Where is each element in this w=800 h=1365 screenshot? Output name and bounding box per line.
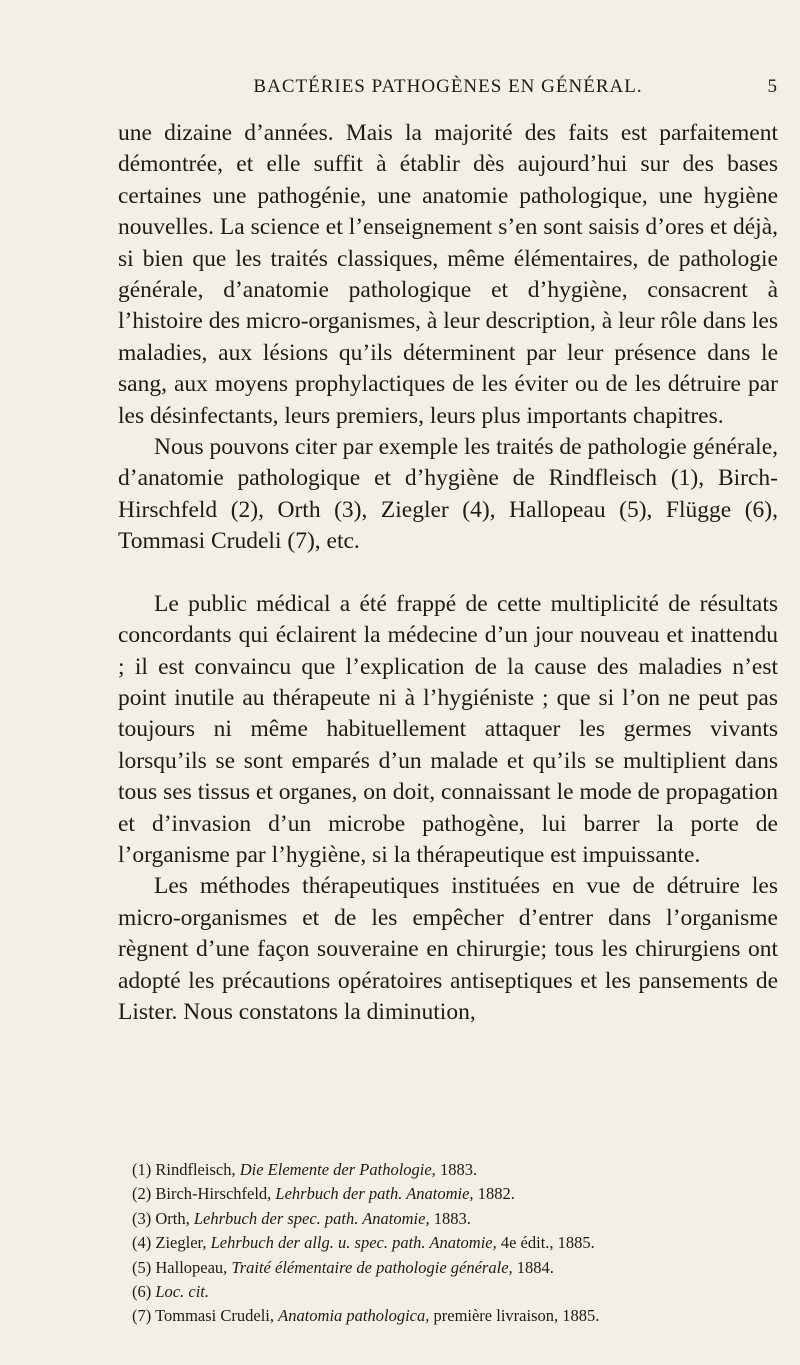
footnote-work: Anatomia pathologica, [278,1306,430,1326]
footnote [132,1280,782,1304]
footnote-author: Rindfleisch, [155,1160,236,1179]
footnote-detail: 4e édit., 1885. [500,1233,595,1253]
paragraph: Nous pouvons citer par exemple les traités de pathologie générale, d’anatomie pathologique et d’hygiène de Rindfleisch (1), Birch-Hirschfeld (2), Orth (3), Ziegler (4), Hallopeau (5), Flügge (6), Tommasi Crudeli (7), etc. [118,434,778,555]
footnote-detail: 1882. [477,1184,515,1204]
page-number: 5 [767,76,778,97]
footnotes [132,1158,782,1329]
footnote-work: Lehrbuch der path. Anatomie, [275,1184,474,1204]
footnote [132,1304,782,1328]
footnote-work: Die Elemente der Pathologie, [239,1160,436,1179]
paragraph: une dizaine d’années. Mais la majorité des faits est parfaitement démontrée, et elle suffit à établir dès aujourd’hui sur des bases certaines une pathogénie, une anatomie pathologique, une hygiène nouvelles. La science et l’enseignement s’en sont saisis d’ores et déjà, si bien que les traités classiques, même élémentaires, de pathologie générale, d’anatomie pathologique et d’hygiène, consacrent à l’histoire des micro-organismes, à leur description, à leur rôle dans les maladies, aux lésions qu’ils déterminent par leur présence dans le sang, aux moyens prophylactiques de les éviter ou de les détruire par les désinfectants, leurs premiers, leurs plus importants chapitres. [118,120,778,429]
footnote-author: Birch-Hirschfeld, [155,1184,272,1204]
footnote-author: Ziegler, [155,1233,207,1253]
footnote [132,1182,782,1206]
footnote-number: (2) [132,1184,152,1204]
running-title: BACTÉRIES PATHOGÈNES EN GÉNÉRAL. [253,76,643,97]
footnote-number: (7) [132,1306,152,1326]
running-head [118,76,778,106]
footnote [132,1256,782,1280]
footnote-number: (1) [132,1160,152,1179]
footnote [132,1158,782,1182]
footnote-work: Traité élémentaire de pathologie générale, [231,1257,513,1277]
footnote-work: Loc. cit. [155,1282,209,1302]
footnote-number: (3) [132,1208,152,1228]
paragraph: Le public médical a été frappé de cette multiplicité de résultats concordants qui éclairent la médecine d’un jour nouveau et inattendu ; il est convaincu que l’explication de la cause des maladies n’est point inutile au thérapeute ni à l’hygiéniste ; que si l’on ne peut pas toujours ni même habituellement attaquer les germes vivants lorsqu’ils se sont emparés d’un malade et qu’ils se multiplient dans tous ses tissus et organes, on doit, connaissant le mode de propagation et d’invasion d’un microbe pathogène, lui barrer la porte de l’organisme par l’hygiène, si la thérapeutique est impuissante. [118,590,778,868]
footnote-work: Lehrbuch der spec. path. Anatomie, [193,1208,430,1228]
footnote-number: (5) [132,1257,152,1277]
footnote-author: Orth, [155,1208,190,1228]
footnote-detail: 1884. [516,1257,554,1277]
paragraph: Les méthodes thérapeutiques instituées en vue de détruire les micro-organismes et de les empêcher d’entrer dans l’organisme règnent d’une façon souveraine en chirurgie; tous les chirurgiens ont adopté les précautions opératoires antiseptiques et les pansements de Lister. Nous constatons la diminution, [118,873,778,1025]
footnote [132,1207,782,1231]
footnote [132,1231,782,1255]
footnote-author: Hallopeau, [155,1257,228,1277]
footnote-detail: première livraison, 1885. [433,1306,600,1326]
footnote-author: Tommasi Crudeli, [155,1306,274,1326]
body-text [118,118,778,1028]
footnote-number: (6) [132,1282,152,1302]
footnote-work: Lehrbuch der allg. u. spec. path. Anatomie, [210,1233,497,1253]
footnote-detail: 1883. [439,1160,478,1179]
footnote-detail: 1883. [433,1208,471,1228]
footnote-number: (4) [132,1233,152,1253]
